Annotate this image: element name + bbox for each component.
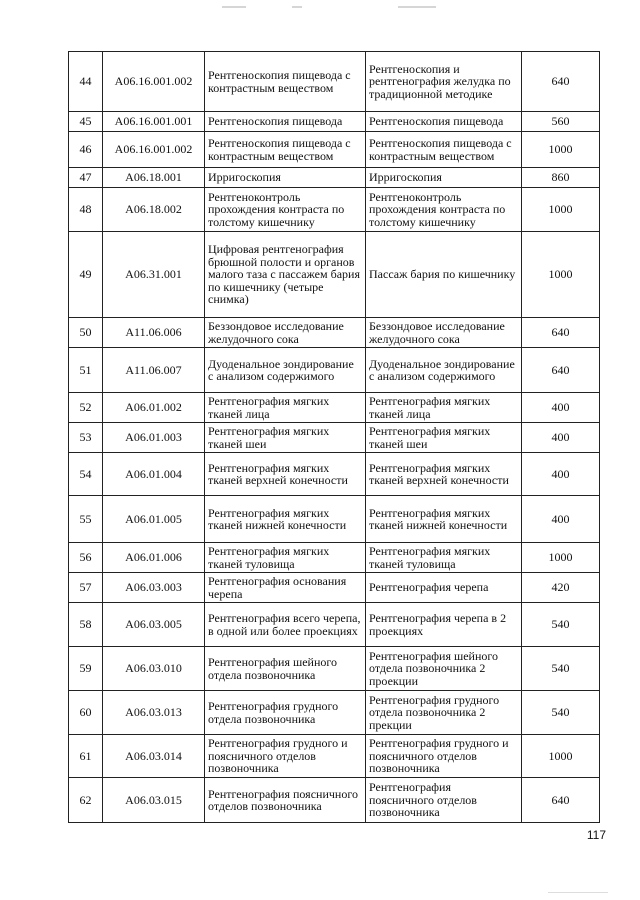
service-code: A11.06.007 — [103, 348, 205, 393]
service-code: A06.16.001.001 — [103, 112, 205, 132]
service-name: Рентгенография мягких тканей верхней конечности — [205, 453, 366, 496]
service-description: Рентгенография мягких тканей нижней конечности — [366, 496, 522, 543]
table-row — [69, 112, 600, 132]
service-description: Рентгенография поясничного отделов позвоночника — [366, 778, 522, 823]
scan-artifact — [222, 6, 246, 8]
service-code: A06.01.002 — [103, 393, 205, 423]
table-row — [69, 348, 600, 393]
service-name: Рентгенография мягких тканей шеи — [205, 423, 366, 453]
service-name: Рентгенография шейного отдела позвоночника — [205, 647, 366, 691]
service-description: Рентгеноскопия пищевода — [366, 112, 522, 132]
service-description: Рентгенография мягких тканей верхней конечности — [366, 453, 522, 496]
row-number: 58 — [69, 603, 103, 647]
service-code: A06.03.015 — [103, 778, 205, 823]
service-name: Дуоденальное зондирование с анализом содержимого — [205, 348, 366, 393]
service-code: A06.01.006 — [103, 543, 205, 573]
scan-artifact — [292, 6, 302, 8]
row-number: 48 — [69, 188, 103, 232]
service-description: Дуоденальное зондирование с анализом содержимого — [366, 348, 522, 393]
row-number: 46 — [69, 132, 103, 168]
row-number: 57 — [69, 573, 103, 603]
service-price: 540 — [522, 603, 600, 647]
service-name: Рентгеноскопия пищевода с контрастным веществом — [205, 132, 366, 168]
row-number: 47 — [69, 168, 103, 188]
table-row — [69, 453, 600, 496]
service-description: Пассаж бария по кишечнику — [366, 232, 522, 318]
service-name: Рентгенография мягких тканей лица — [205, 393, 366, 423]
row-number: 62 — [69, 778, 103, 823]
service-code: A06.03.005 — [103, 603, 205, 647]
service-name: Рентгенография основания черепа — [205, 573, 366, 603]
table-row — [69, 318, 600, 348]
service-price: 1000 — [522, 735, 600, 778]
service-description: Рентгеноконтроль прохождения контраста по толстому кишечнику — [366, 188, 522, 232]
service-code: A11.06.006 — [103, 318, 205, 348]
row-number: 60 — [69, 691, 103, 735]
service-price: 1000 — [522, 132, 600, 168]
service-price: 640 — [522, 348, 600, 393]
service-code: A06.01.003 — [103, 423, 205, 453]
row-number: 44 — [69, 52, 103, 112]
table-row — [69, 778, 600, 823]
service-price: 1000 — [522, 188, 600, 232]
service-code: A06.16.001.002 — [103, 132, 205, 168]
service-code: A06.31.001 — [103, 232, 205, 318]
row-number: 54 — [69, 453, 103, 496]
service-price: 640 — [522, 778, 600, 823]
service-price: 400 — [522, 423, 600, 453]
service-code: A06.03.014 — [103, 735, 205, 778]
table-row — [69, 232, 600, 318]
service-price: 640 — [522, 318, 600, 348]
service-price: 640 — [522, 52, 600, 112]
row-number: 53 — [69, 423, 103, 453]
page-number: 117 — [586, 828, 606, 842]
row-number: 55 — [69, 496, 103, 543]
table-row — [69, 735, 600, 778]
service-code: A06.03.013 — [103, 691, 205, 735]
table-row — [69, 573, 600, 603]
service-description: Рентгенография шейного отдела позвоночника 2 проекции — [366, 647, 522, 691]
service-description: Рентгенография мягких тканей туловища — [366, 543, 522, 573]
service-name: Беззондовое исследование желудочного сока — [205, 318, 366, 348]
service-code: A06.18.001 — [103, 168, 205, 188]
service-name: Рентгенография поясничного отделов позвоночника — [205, 778, 366, 823]
scan-artifact — [548, 892, 608, 893]
service-price: 400 — [522, 496, 600, 543]
service-price: 540 — [522, 691, 600, 735]
service-code: A06.03.003 — [103, 573, 205, 603]
price-list-table — [68, 51, 600, 823]
table-row — [69, 168, 600, 188]
service-code: A06.16.001.002 — [103, 52, 205, 112]
row-number: 50 — [69, 318, 103, 348]
table-row — [69, 603, 600, 647]
service-name: Рентгенография мягких тканей нижней конечности — [205, 496, 366, 543]
table-row — [69, 393, 600, 423]
service-description: Рентгеноскопия пищевода с контрастным веществом — [366, 132, 522, 168]
table-row — [69, 543, 600, 573]
row-number: 49 — [69, 232, 103, 318]
scan-artifact — [398, 6, 436, 8]
service-name: Рентгенография всего черепа, в одной или более проекциях — [205, 603, 366, 647]
service-description: Ирригоскопия — [366, 168, 522, 188]
service-name: Цифровая рентгенография брюшной полости и органов малого таза с пассажем бария по кишечнику (четыре снимка) — [205, 232, 366, 318]
service-price: 560 — [522, 112, 600, 132]
service-description: Рентгенография грудного отдела позвоночника 2 прекции — [366, 691, 522, 735]
service-code: A06.18.002 — [103, 188, 205, 232]
table-row — [69, 496, 600, 543]
service-name: Рентгеноскопия пищевода — [205, 112, 366, 132]
service-code: A06.01.005 — [103, 496, 205, 543]
service-description: Беззондовое исследование желудочного сока — [366, 318, 522, 348]
row-number: 59 — [69, 647, 103, 691]
row-number: 61 — [69, 735, 103, 778]
service-code: A06.03.010 — [103, 647, 205, 691]
service-code: A06.01.004 — [103, 453, 205, 496]
service-price: 400 — [522, 453, 600, 496]
row-number: 45 — [69, 112, 103, 132]
service-description: Рентгенография черепа в 2 проекциях — [366, 603, 522, 647]
service-price: 540 — [522, 647, 600, 691]
service-name: Рентгеноскопия пищевода с контрастным веществом — [205, 52, 366, 112]
table-row — [69, 691, 600, 735]
row-number: 52 — [69, 393, 103, 423]
service-name: Ирригоскопия — [205, 168, 366, 188]
service-description: Рентгенография черепа — [366, 573, 522, 603]
service-price: 860 — [522, 168, 600, 188]
service-price: 1000 — [522, 543, 600, 573]
service-name: Рентгенография грудного и поясничного отделов позвоночника — [205, 735, 366, 778]
service-description: Рентгенография мягких тканей шеи — [366, 423, 522, 453]
service-price: 1000 — [522, 232, 600, 318]
table-row — [69, 647, 600, 691]
service-description: Рентгенография мягких тканей лица — [366, 393, 522, 423]
service-price: 420 — [522, 573, 600, 603]
table-row — [69, 52, 600, 112]
service-description: Рентгеноскопия и рентгенография желудка по традиционной методике — [366, 52, 522, 112]
service-name: Рентгеноконтроль прохождения контраста по толстому кишечнику — [205, 188, 366, 232]
service-description: Рентгенография грудного и поясничного отделов позвоночника — [366, 735, 522, 778]
table-row — [69, 132, 600, 168]
table-row — [69, 188, 600, 232]
row-number: 51 — [69, 348, 103, 393]
service-name: Рентгенография грудного отдела позвоночника — [205, 691, 366, 735]
service-price: 400 — [522, 393, 600, 423]
service-name: Рентгенография мягких тканей туловища — [205, 543, 366, 573]
row-number: 56 — [69, 543, 103, 573]
table-row — [69, 423, 600, 453]
